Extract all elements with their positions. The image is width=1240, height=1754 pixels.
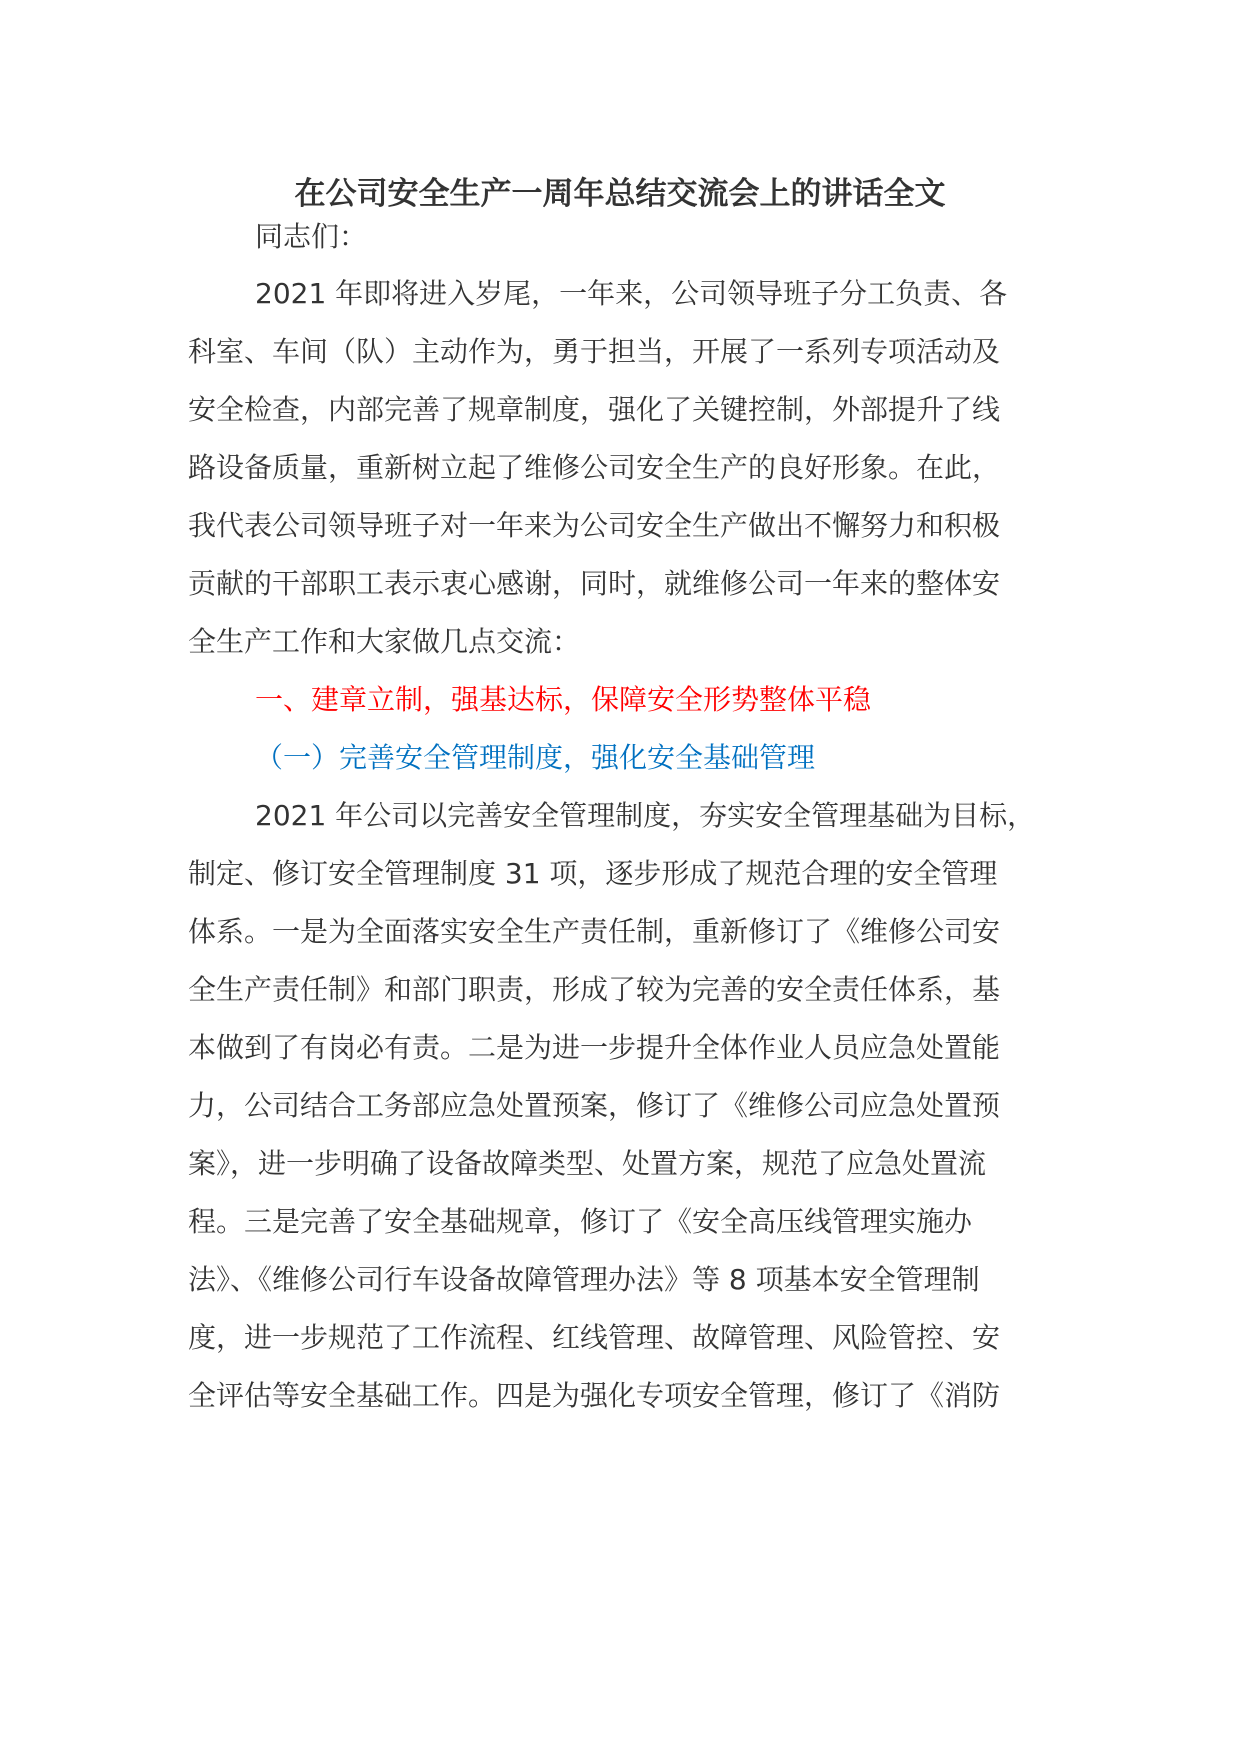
paragraph-line: 2021 年公司以完善安全管理制度，夯实安全管理基础为目标， <box>255 799 1036 832</box>
paragraph-line: 全评估等安全基础工作。四是为强化专项安全管理，修订了《消防 <box>188 1379 1001 1412</box>
section-heading: 一、建章立制，强基达标，保障安全形势整体平稳 <box>255 683 872 716</box>
document-title: 在公司安全生产一周年总结交流会上的讲话全文 <box>294 176 946 212</box>
paragraph-line: 法》、《维修公司行车设备故障管理办法》等 8 项基本安全管理制 <box>188 1263 980 1296</box>
paragraph-line: 度，进一步规范了工作流程、红线管理、故障管理、风险管控、安 <box>188 1321 1001 1354</box>
paragraph-line: 案》，进一步明确了设备故障类型、处置方案，规范了应急处置流 <box>188 1147 987 1180</box>
paragraph-line: 全生产工作和大家做几点交流： <box>188 625 581 658</box>
paragraph-line: 制定、修订安全管理制度 31 项，逐步形成了规范合理的安全管理 <box>188 857 998 890</box>
paragraph-line: 全生产责任制》和部门职责，形成了较为完善的安全责任体系，基 <box>188 973 1001 1006</box>
paragraph-line: 体系。一是为全面落实安全生产责任制，重新修订了《维修公司安 <box>188 915 1001 948</box>
paragraph-line: 本做到了有岗必有责。二是为进一步提升全体作业人员应急处置能 <box>188 1031 1001 1064</box>
paragraph-line: 我代表公司领导班子对一年来为公司安全生产做出不懈努力和积极 <box>188 509 1001 542</box>
paragraph-line: 力，公司结合工务部应急处置预案，修订了《维修公司应急处置预 <box>188 1089 1001 1122</box>
paragraph-line: 安全检查，内部完善了规章制度，强化了关键控制，外部提升了线 <box>188 393 1001 426</box>
paragraph-line: 程。三是完善了安全基础规章，修订了《安全高压线管理实施办 <box>188 1205 973 1238</box>
subsection-heading: （一）完善安全管理制度，强化安全基础管理 <box>255 741 816 774</box>
paragraph-line: 路设备质量，重新树立起了维修公司安全生产的良好形象。在此， <box>188 451 1001 484</box>
paragraph-line: 科室、车间（队）主动作为，勇于担当，开展了一系列专项活动及 <box>188 335 1001 368</box>
paragraph-line: 贡献的干部职工表示衷心感谢，同时，就维修公司一年来的整体安 <box>188 567 1001 600</box>
greeting: 同志们： <box>255 220 368 253</box>
paragraph-line: 2021 年即将进入岁尾，一年来，公司领导班子分工负责、各 <box>255 277 1008 310</box>
